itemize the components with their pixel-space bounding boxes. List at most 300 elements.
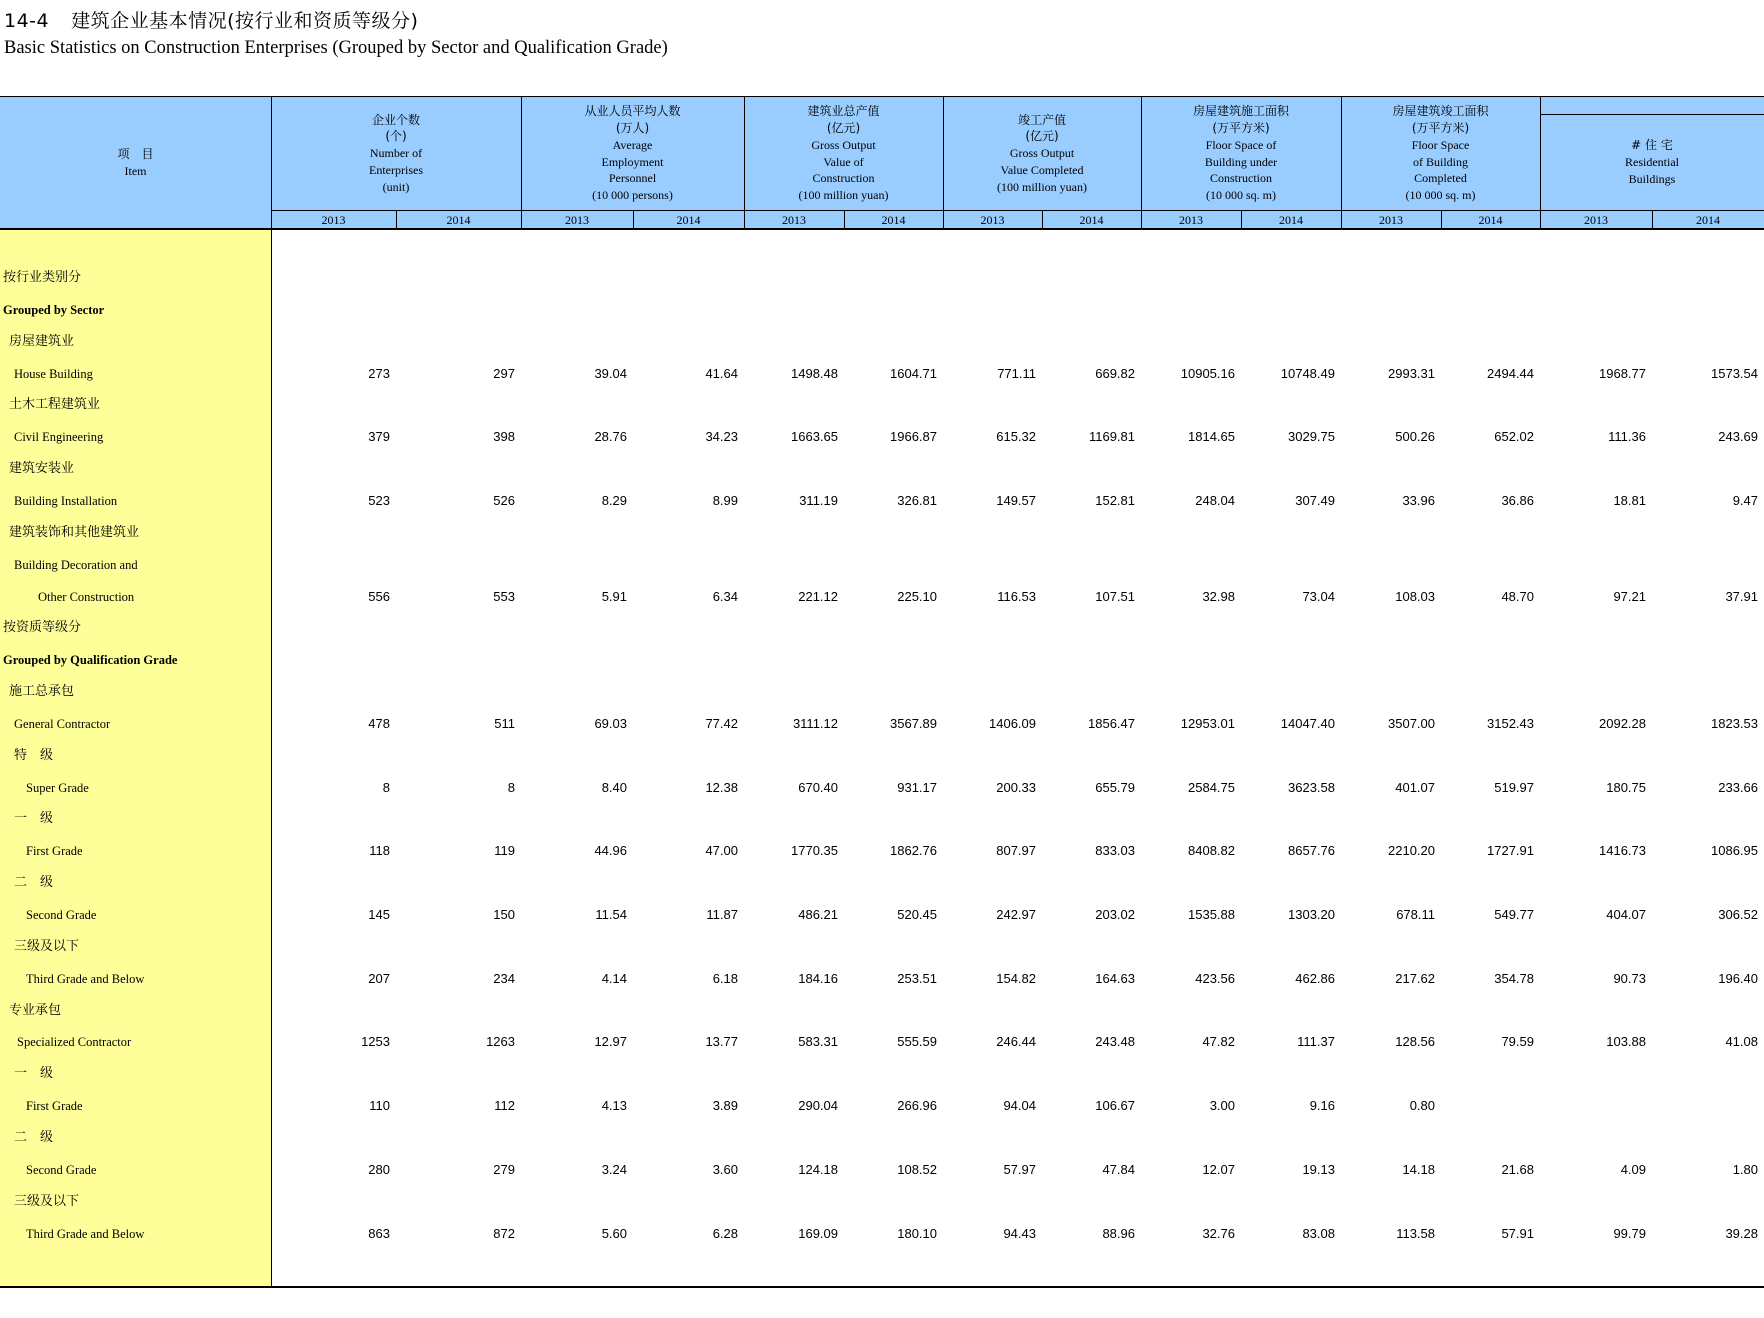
row-label: 二 级 [14,875,54,890]
table-cell: 519.97 [1494,780,1534,795]
table-cell: 11.87 [706,907,738,922]
header-year: 2014 [1696,213,1720,227]
table-cell: 128.56 [1395,1034,1435,1049]
header-column-3-line: Gross Output [811,137,876,152]
table-row [0,1159,1764,1181]
table-cell: 152.81 [1095,493,1135,508]
header-column-5-line: Building under [1204,154,1278,169]
table-cell: 184.16 [798,971,838,986]
header-gridline [396,210,397,229]
table-cell: 307.49 [1295,493,1335,508]
header-column-1-line: Enterprises [369,162,423,177]
row-label: Super Grade [26,781,89,795]
header-column-1-line: (unit) [382,179,410,194]
header-column-3-line: Value of [823,154,864,169]
table-cell: 401.07 [1395,780,1435,795]
table-cell: 1573.54 [1711,366,1758,381]
header-column-3-line: (亿元) [826,120,861,135]
table-cell: 44.96 [594,843,627,858]
table-cell: 3623.58 [1288,780,1335,795]
table-cell: 1416.73 [1599,843,1646,858]
header-column-4-line: (100 million yuan) [997,179,1087,194]
header-gridline [844,210,845,229]
table-row [0,936,1764,958]
table-cell: 39.28 [1725,1226,1758,1241]
table-cell: 4.14 [601,971,627,986]
table-cell: 48.70 [1501,589,1534,604]
table-row [0,586,1764,608]
table-row [0,968,1764,990]
table-cell: 1823.53 [1711,716,1758,731]
table-cell: 119 [494,843,515,858]
table-cell: 478 [368,716,390,731]
header-year: 2014 [446,213,471,227]
header-bottom-rule [0,228,1764,230]
table-cell: 154.82 [996,971,1036,986]
table-cell: 3152.43 [1487,716,1534,731]
table-cell: 297 [493,366,515,381]
table-cell: 246.44 [996,1034,1036,1049]
row-label: Second Grade [26,908,97,922]
table-row [0,617,1764,639]
header-column-1 [271,97,521,210]
table-row [0,840,1764,862]
row-label: House Building [14,367,93,381]
table-cell: 556 [368,589,390,604]
table-row [0,394,1764,416]
table-cell: 279 [493,1162,515,1177]
table-row [0,649,1764,671]
table-cell: 549.77 [1494,907,1534,922]
header-year: 2013 [1379,213,1403,227]
row-label: Building Decoration and [14,558,138,572]
table-cell: 771.11 [997,366,1036,381]
table-cell: 2092.28 [1599,716,1646,731]
table-cell: 21.68 [1501,1162,1534,1177]
table-cell: 243.69 [1718,429,1758,444]
table-cell: 511 [494,716,515,731]
row-label: 施工总承包 [9,684,75,699]
table-cell: 112 [494,1098,515,1113]
table-cell: 8 [382,780,390,795]
table-cell: 3567.89 [890,716,937,731]
header-column-2-line: (万人) [615,120,650,135]
header-year: 2013 [1584,213,1608,227]
table-cell: 14.18 [1402,1162,1435,1177]
header-column-5-line: (万平方米) [1212,120,1270,135]
row-label: 建筑装饰和其他建筑业 [9,525,140,540]
table-cell: 8408.82 [1188,843,1235,858]
header-gridline [271,210,1764,211]
table-header [0,97,1764,229]
table-cell: 110 [369,1098,390,1113]
header-column-2-line: (10 000 persons) [592,188,673,203]
table-row [0,1000,1764,1022]
header-column-3 [744,97,943,210]
table-row [0,745,1764,767]
table-cell: 207 [368,971,390,986]
table-cell: 203.02 [1095,907,1135,922]
table-cell: 107.51 [1095,589,1135,604]
header-column-4-line: Value Completed [1000,162,1084,177]
table-row [0,1127,1764,1149]
table-row [0,713,1764,735]
table-cell: 8657.76 [1288,843,1335,858]
table-cell: 118 [369,843,390,858]
table-cell: 12.07 [1202,1162,1235,1177]
table-cell: 47.82 [1202,1034,1235,1049]
header-column-6-line: 房屋建筑竣工面积 [1392,104,1489,119]
table-cell: 311.19 [799,493,838,508]
header-column-5-line: Construction [1210,171,1272,186]
table-cell: 1253 [361,1034,390,1049]
row-label: 房屋建筑业 [9,334,75,349]
row-label: Second Grade [26,1163,97,1177]
table-cell: 553 [493,589,515,604]
table-cell: 180.75 [1606,780,1646,795]
table-cell: 678.11 [1396,907,1435,922]
header-gridline [1652,210,1653,229]
table-cell: 103.88 [1606,1034,1646,1049]
table-cell: 354.78 [1494,971,1534,986]
table-row [0,554,1764,576]
table-cell: 1814.65 [1188,429,1235,444]
header-column-4-line: (亿元) [1025,129,1059,144]
table-cell: 931.17 [897,780,937,795]
header-column-5 [1141,97,1341,210]
table-cell: 652.02 [1494,429,1534,444]
table-cell: 6.34 [712,589,738,604]
table-cell: 5.91 [601,589,627,604]
table-row [0,267,1764,289]
header-year: 2013 [782,213,806,227]
table-cell: 11.54 [595,907,627,922]
table-row [0,777,1764,799]
row-label: 一 级 [14,811,54,826]
table-cell: 34.23 [705,429,738,444]
table-cell: 73.04 [1302,589,1335,604]
table-cell: 6.28 [712,1226,738,1241]
table-cell: 1263 [486,1034,515,1049]
table-cell: 326.81 [897,493,937,508]
table-number: 14-4 [4,10,50,32]
table-cell: 1862.76 [890,843,937,858]
header-column-5-line: (10 000 sq. m) [1206,188,1276,203]
table-cell: 217.62 [1395,971,1435,986]
table-cell: 57.97 [1003,1162,1036,1177]
row-label: 建筑安装业 [9,461,75,476]
header-column-3-line: (100 million yuan) [798,188,889,203]
table-cell: 47.00 [705,843,738,858]
table-cell: 12.38 [705,780,738,795]
header-gridline [633,210,634,229]
table-cell: 12953.01 [1180,716,1235,731]
table-cell: 13.77 [705,1034,738,1049]
header-column-7-line: Residential [1625,155,1679,170]
table-cell: 111.36 [1608,429,1646,444]
header-year: 2014 [1478,213,1503,227]
table-cell: 221.12 [798,589,838,604]
table-cell: 90.73 [1613,971,1646,986]
table-cell: 18.81 [1613,493,1646,508]
table-cell: 4.13 [601,1098,627,1113]
table-cell: 8 [507,780,515,795]
row-label: Building Installation [14,494,118,508]
table-row [0,904,1764,926]
header-year: 2013 [1179,213,1203,227]
table-cell: 10748.49 [1280,366,1335,381]
table-cell: 3.89 [712,1098,738,1113]
table-cell: 33.96 [1402,493,1435,508]
table-cell: 41.08 [1725,1034,1758,1049]
table-cell: 863 [368,1226,390,1241]
table-cell: 19.13 [1302,1162,1335,1177]
table-cell: 99.79 [1613,1226,1646,1241]
table-cell: 111.37 [1297,1034,1335,1049]
header-column-7 [1540,115,1764,210]
table-row [0,331,1764,353]
header-column-6 [1341,97,1540,210]
header-column-2-line: 从业人员平均人数 [584,104,681,119]
row-label: 按资质等级分 [3,620,82,635]
table-row [0,872,1764,894]
table-cell: 97.21 [1613,589,1646,604]
table-row [0,426,1764,448]
header-column-6-line: Floor Space [1411,137,1470,152]
header-gridline [1042,210,1043,229]
table-cell: 3029.75 [1288,429,1335,444]
header-year: 2014 [881,213,906,227]
table-cell: 32.98 [1202,589,1235,604]
table-title-en: Basic Statistics on Construction Enterprises (Grouped by Sector and Qualification Grade) [4,38,668,58]
row-label: First Grade [26,844,83,858]
table-cell: 3111.12 [792,716,838,731]
row-label: 三级及以下 [14,1194,80,1209]
header-column-4-line: Gross Output [1009,146,1075,161]
table-cell: 180.10 [897,1226,937,1241]
table-cell: 2210.20 [1388,843,1435,858]
table-cell: 2494.44 [1487,366,1534,381]
header-year: 2014 [1279,213,1303,227]
table-row [0,1095,1764,1117]
table-cell: 9.16 [1309,1098,1335,1113]
row-label: 土木工程建筑业 [9,397,101,412]
table-cell: 37.91 [1725,589,1758,604]
table-cell: 248.04 [1195,493,1235,508]
table-cell: 583.31 [798,1034,838,1049]
table-cell: 243.48 [1095,1034,1135,1049]
table-cell: 2993.31 [1388,366,1435,381]
table-cell: 164.63 [1095,971,1135,986]
table-cell: 462.86 [1295,971,1335,986]
table-cell: 555.59 [897,1034,937,1049]
table-cell: 88.96 [1102,1226,1135,1241]
table-cell: 116.53 [997,589,1036,604]
header-year: 2014 [1079,213,1104,227]
table-cell: 807.97 [996,843,1036,858]
table-cell: 3.24 [601,1162,627,1177]
table-cell: 196.40 [1718,971,1758,986]
header-year: 2013 [321,213,346,227]
header-column-4 [943,97,1141,210]
table-cell: 280 [368,1162,390,1177]
row-label: Grouped by Qualification Grade [3,653,178,667]
table-cell: 526 [493,493,515,508]
table-cell: 83.08 [1302,1226,1335,1241]
table-row [0,681,1764,703]
table-cell: 3507.00 [1388,716,1435,731]
table-cell: 1498.48 [791,366,838,381]
row-label: 特 级 [14,748,54,763]
table-cell: 108.03 [1395,589,1435,604]
header-column-1-line: 企业个数 [371,112,420,127]
table-cell: 1086.95 [1711,843,1758,858]
table-cell: 1663.65 [791,429,838,444]
header-column-2-line: Employment [601,154,664,169]
header-column-1-line: (个) [385,129,407,144]
table-cell: 4.09 [1620,1162,1646,1177]
table-cell: 523 [368,493,390,508]
table-title-cn-text: 建筑企业基本情况(按行业和资质等级分) [71,10,419,32]
table-cell: 113.58 [1396,1226,1435,1241]
header-column-3-line: Construction [812,171,875,186]
header-column-4-line: 竣工产值 [1017,112,1066,127]
row-label: 二 级 [14,1130,54,1145]
table-cell: 1.80 [1732,1162,1758,1177]
table-cell: 9.47 [1732,493,1758,508]
table-cell: 28.76 [594,429,627,444]
table-cell: 0.80 [1409,1098,1435,1113]
table-row [0,490,1764,512]
row-label: 专业承包 [9,1003,62,1018]
row-label: Grouped by Sector [3,303,105,317]
table-cell: 10905.16 [1180,366,1235,381]
table-cell: 145 [368,907,390,922]
table-cell: 14047.40 [1280,716,1335,731]
table-title-cn [4,6,418,33]
table-cell: 106.67 [1095,1098,1135,1113]
table-cell: 290.04 [798,1098,838,1113]
table-cell: 404.07 [1606,907,1646,922]
header-column-2-line: Average [612,137,653,152]
table-cell: 57.91 [1501,1226,1534,1241]
table-cell: 615.32 [996,429,1036,444]
table-cell: 398 [493,429,515,444]
row-label: General Contractor [14,717,111,731]
table-cell: 5.60 [601,1226,627,1241]
table-row [0,363,1764,385]
table-cell: 77.42 [705,716,738,731]
table-cell: 306.52 [1718,907,1758,922]
table-cell: 266.96 [897,1098,937,1113]
header-column-1-line: Number of [369,146,423,161]
table-cell: 47.84 [1102,1162,1135,1177]
table-cell: 1406.09 [989,716,1036,731]
header-column-5-line: 房屋建筑施工面积 [1192,104,1289,119]
table-cell: 124.18 [798,1162,838,1177]
table-cell: 108.52 [897,1162,937,1177]
table-cell: 242.97 [996,907,1036,922]
header-column-6-line: (万平方米) [1411,120,1470,135]
table-cell: 3.60 [712,1162,738,1177]
table-cell: 1303.20 [1288,907,1335,922]
table-cell: 69.03 [594,716,627,731]
table-cell: 655.79 [1095,780,1135,795]
table-cell: 872 [493,1226,515,1241]
table-cell: 41.64 [705,366,738,381]
table-cell: 273 [368,366,390,381]
table-cell: 423.56 [1195,971,1235,986]
table-row [0,522,1764,544]
table-cell: 1968.77 [1599,366,1646,381]
table-row [0,808,1764,830]
row-label: 按行业类别分 [3,270,82,285]
row-label: First Grade [26,1099,83,1113]
table-row [0,1031,1764,1053]
table-cell: 6.18 [712,971,738,986]
table-cell: 234 [493,971,515,986]
row-label: 一 级 [14,1066,54,1081]
table-cell: 670.40 [798,780,838,795]
table-row [0,1063,1764,1085]
header-item-en: Item [124,164,147,178]
table-cell: 8.99 [712,493,738,508]
table-row [0,458,1764,480]
header-column-2-line: Personnel [608,171,657,186]
table-cell: 94.04 [1003,1098,1036,1113]
header-column-6-line: (10 000 sq. m) [1405,188,1476,203]
header-column-7-line: # 住 宅 [1631,138,1673,153]
table-cell: 1856.47 [1088,716,1135,731]
table-cell: 150 [493,907,515,922]
row-label: Civil Engineering [14,430,104,444]
header-item [0,97,271,229]
table-cell: 2584.75 [1188,780,1235,795]
table-cell: 200.33 [996,780,1036,795]
header-column-6-line: of Building [1412,154,1468,169]
table-cell: 36.86 [1501,493,1534,508]
table-cell: 3.00 [1209,1098,1235,1113]
table-row [0,299,1764,321]
header-item-cn: 项 目 [117,147,154,162]
header-column-3-line: 建筑业总产值 [807,104,880,119]
table-cell: 1535.88 [1188,907,1235,922]
header-gridline [1441,210,1442,229]
header-year: 2013 [565,213,589,227]
table-cell: 379 [368,429,390,444]
header-column-6-line: Completed [1414,171,1467,186]
header-column-2 [521,97,744,210]
header-column-5-line: Floor Space of [1205,137,1277,152]
table-cell: 1169.81 [1088,429,1135,444]
row-label: 三级及以下 [14,939,80,954]
header-gridline [1541,114,1764,115]
table-cell: 32.76 [1202,1226,1235,1241]
table-cell: 1966.87 [890,429,937,444]
table-cell: 225.10 [897,589,937,604]
table-cell: 1727.91 [1487,843,1534,858]
table-cell: 486.21 [798,907,838,922]
header-gridline [1241,210,1242,229]
header-year: 2013 [980,213,1005,227]
table-row [0,1223,1764,1245]
table-cell: 833.03 [1095,843,1135,858]
table-cell: 8.29 [601,493,627,508]
table-cell: 1770.35 [791,843,838,858]
table-cell: 39.04 [594,366,627,381]
table-cell: 94.43 [1003,1226,1036,1241]
table-cell: 500.26 [1395,429,1435,444]
